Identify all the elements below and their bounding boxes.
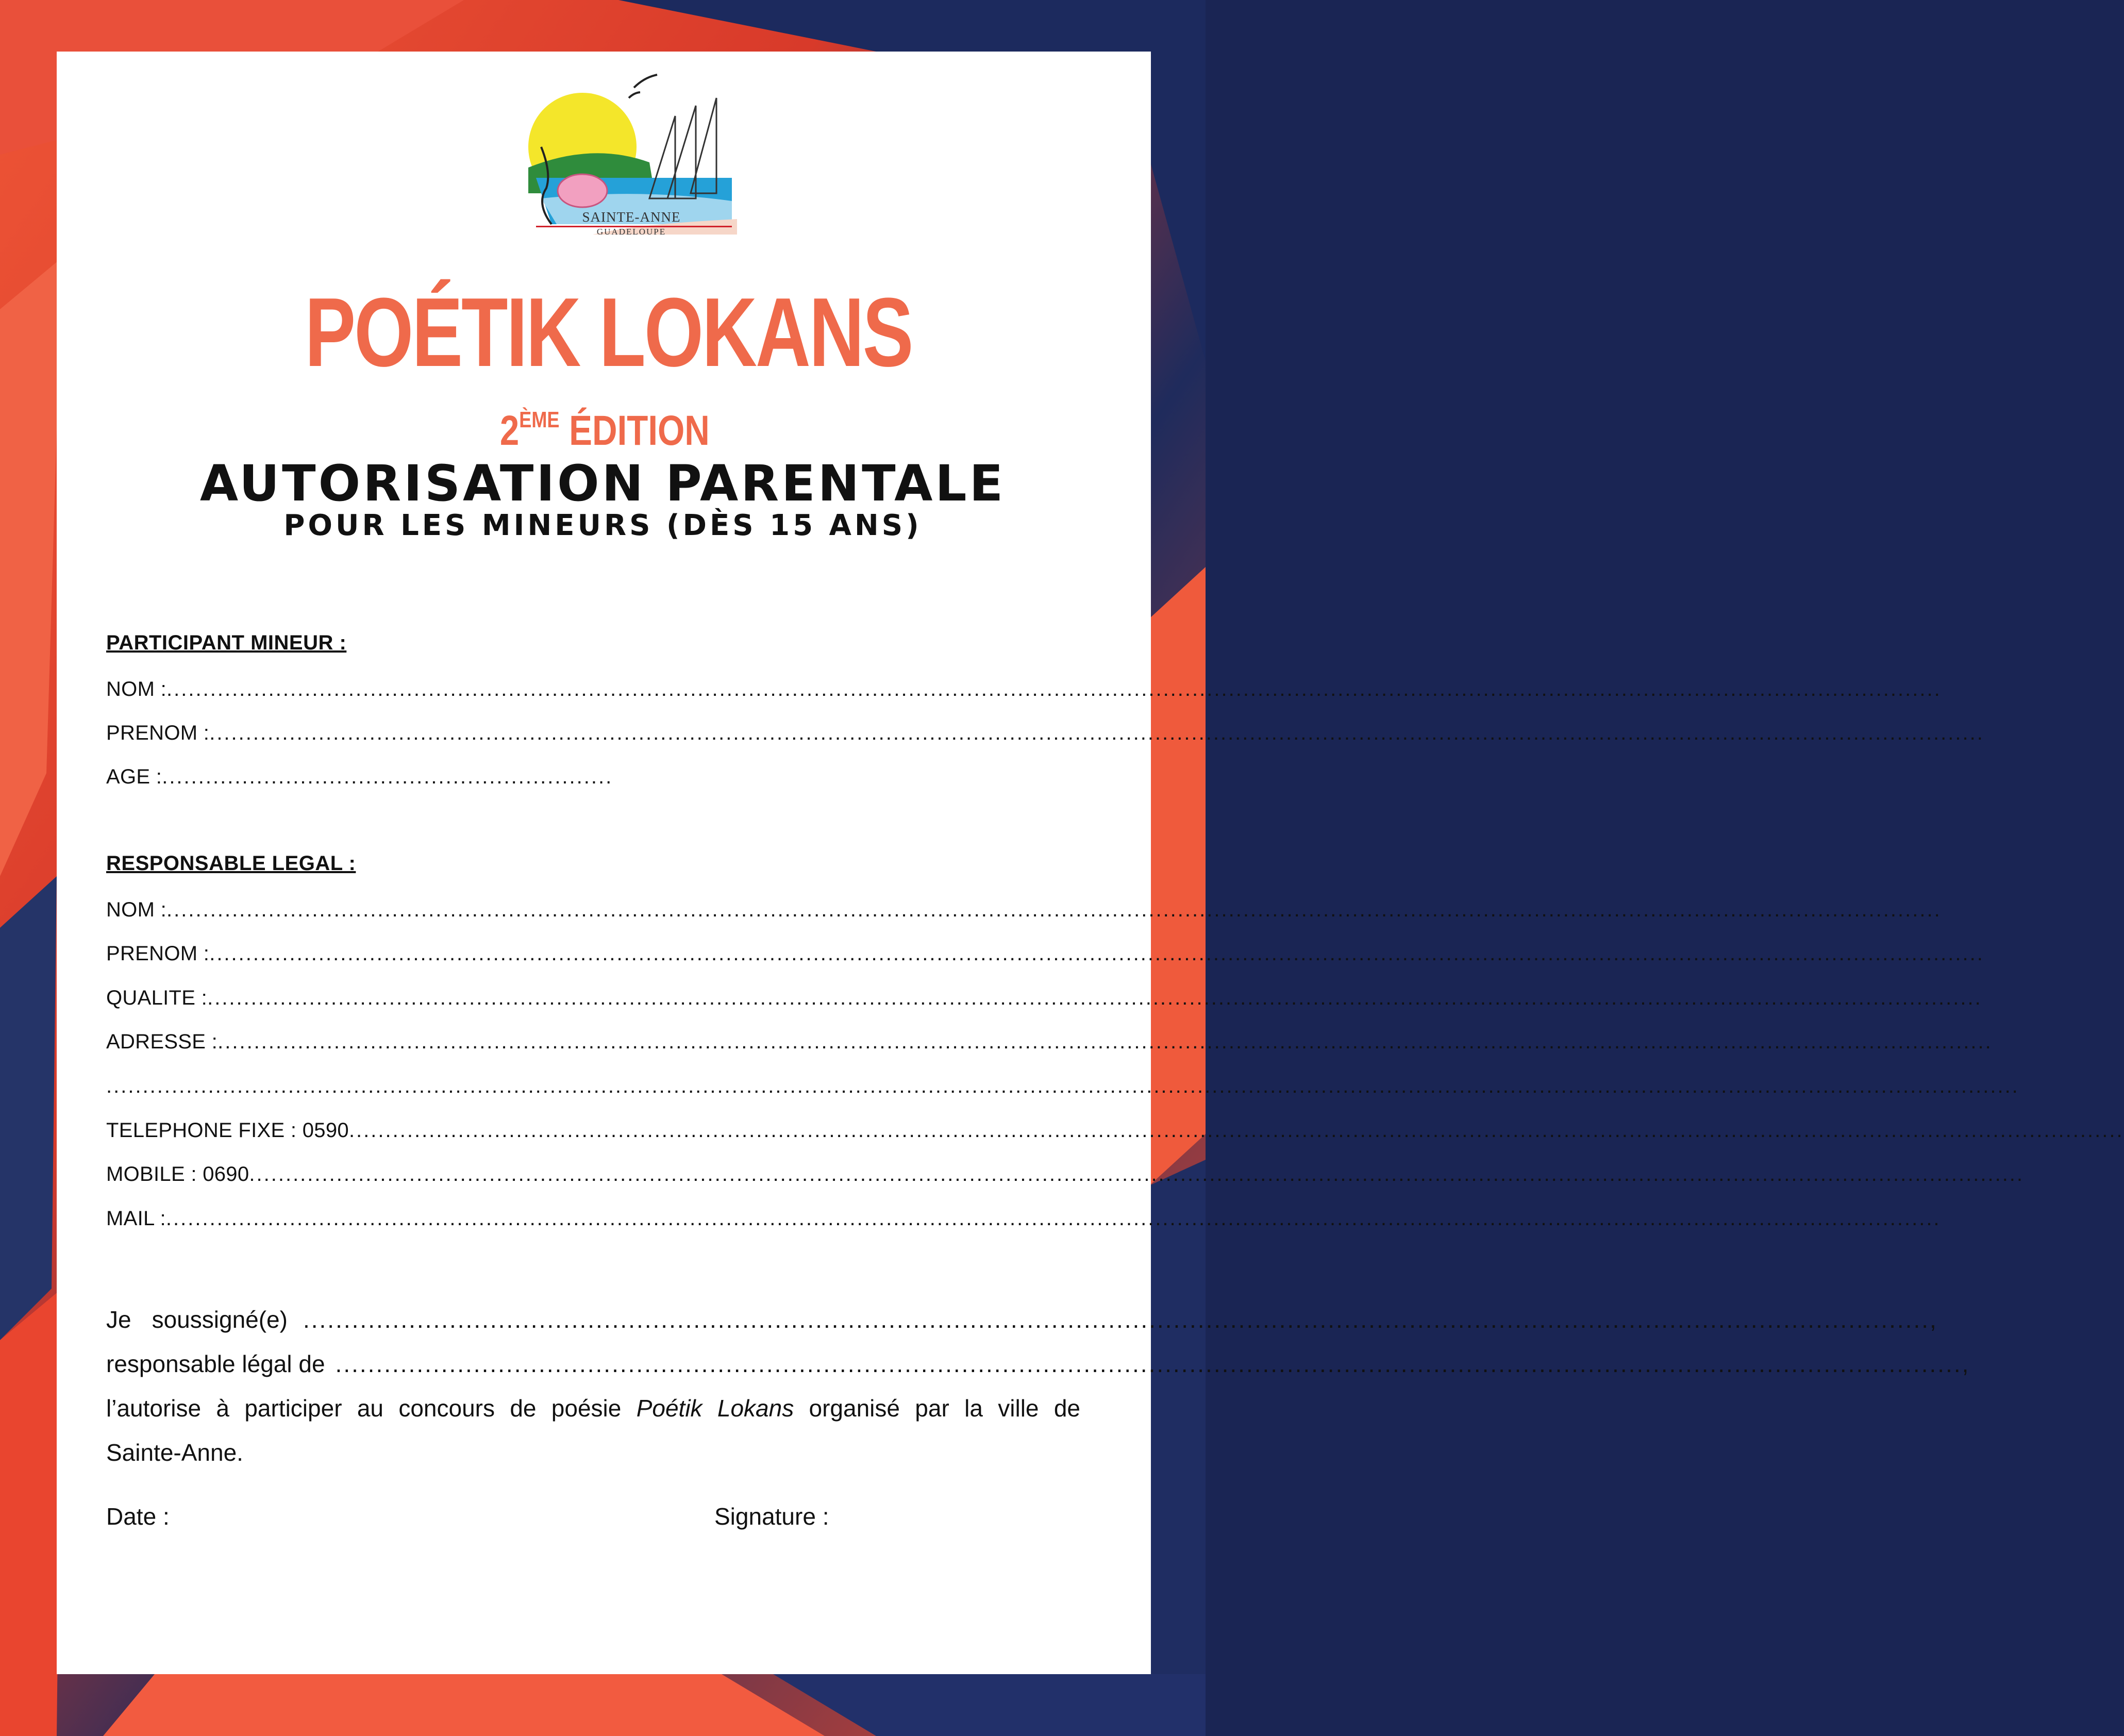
- edition-ordinal: ÈME: [519, 407, 560, 432]
- declaration-line-1[interactable]: Je soussigné(e) ........................................................................................................................................................................................................ ,: [106, 1297, 1080, 1342]
- declaration-line-3: [106, 1386, 1080, 1430]
- declaration-responsable: responsable légal de: [106, 1350, 325, 1377]
- responsable-mobile-field[interactable]: MOBILE : 0690....................................................................................................................................................................................................................................................: [106, 1163, 2025, 1186]
- responsable-prenom-field[interactable]: PRENOM :....................................................................................................................................................................................................................................................: [106, 942, 1984, 965]
- participant-nom-field[interactable]: NOM :....................................................................................................................................................................................................................................................: [106, 678, 1942, 700]
- declaration-text-before: l’autorise à participer au concours de poésie: [106, 1395, 622, 1422]
- declaration-text-after: organisé par la ville de: [809, 1395, 1080, 1422]
- responsable-telephone-field[interactable]: TELEPHONE FIXE : 0590....................................................................................................................................................................................................................................................: [106, 1119, 2124, 1142]
- declaration-line-4: Sainte-Anne.: [106, 1439, 243, 1466]
- responsable-qualite-label: QUALITE :: [106, 987, 208, 1009]
- responsable-mail-label: MAIL :: [106, 1207, 166, 1230]
- participant-section-title: PARTICIPANT MINEUR :: [106, 631, 347, 654]
- responsable-section-title: RESPONSABLE LEGAL :: [106, 852, 356, 875]
- declaration-line-2[interactable]: responsable légal de ........................................................................................................................................................................................................ ,: [106, 1342, 1080, 1386]
- edition-number: 2: [499, 407, 520, 454]
- participant-age-label: AGE :: [106, 765, 162, 788]
- responsable-nom-label: NOM :: [106, 898, 167, 921]
- declaration-je: Je: [106, 1306, 131, 1333]
- participant-nom-label: NOM :: [106, 678, 167, 700]
- responsable-mobile-label: MOBILE : 0690: [106, 1163, 249, 1186]
- responsable-telephone-label: TELEPHONE FIXE : 0590: [106, 1119, 349, 1142]
- participant-age-field[interactable]: AGE :..............................................................: [106, 765, 613, 788]
- signature-label: Signature :: [714, 1503, 829, 1530]
- responsable-nom-field[interactable]: NOM :....................................................................................................................................................................................................................................................: [106, 898, 1942, 921]
- logo-town: SAINTE-ANNE: [582, 209, 681, 225]
- declaration-soussigne: soussigné(e): [152, 1306, 288, 1333]
- document-subheading: POUR LES MINEURS (DÈS 15 ANS): [283, 509, 922, 542]
- event-title: POÉTIK LOKANS: [305, 278, 912, 387]
- participant-prenom-label: PRENOM :: [106, 722, 210, 744]
- participant-prenom-field[interactable]: PRENOM :....................................................................................................................................................................................................................................................: [106, 722, 1984, 744]
- logo-region: GUADELOUPE: [596, 227, 666, 237]
- declaration-name-blank[interactable]: ........................................................................................................................................................................................................: [303, 1306, 1930, 1333]
- responsable-prenom-label: PRENOM :: [106, 942, 210, 965]
- edition-label: [110, 394, 1099, 457]
- responsable-adresse-line2-field[interactable]: .......................................................................................................................................................................................................................................................................: [106, 1075, 2019, 1097]
- responsable-adresse-field[interactable]: ADRESSE :....................................................................................................................................................................................................................................................: [106, 1030, 1993, 1053]
- date-label: Date :: [106, 1503, 170, 1530]
- responsable-adresse-label: ADRESSE :: [106, 1030, 218, 1053]
- declaration-minor-blank[interactable]: ........................................................................................................................................................................................................: [335, 1350, 1962, 1377]
- responsable-mail-field[interactable]: MAIL :....................................................................................................................................................................................................................................................: [106, 1207, 1941, 1230]
- edition-word: ÉDITION: [569, 407, 710, 454]
- document-heading: AUTORISATION PARENTALE: [199, 455, 1006, 512]
- declaration-paragraph: [106, 1297, 1969, 1475]
- declaration-contest-name: Poétik Lokans: [636, 1395, 794, 1422]
- responsable-qualite-field[interactable]: QUALITE :....................................................................................................................................................................................................................................................: [106, 987, 1982, 1009]
